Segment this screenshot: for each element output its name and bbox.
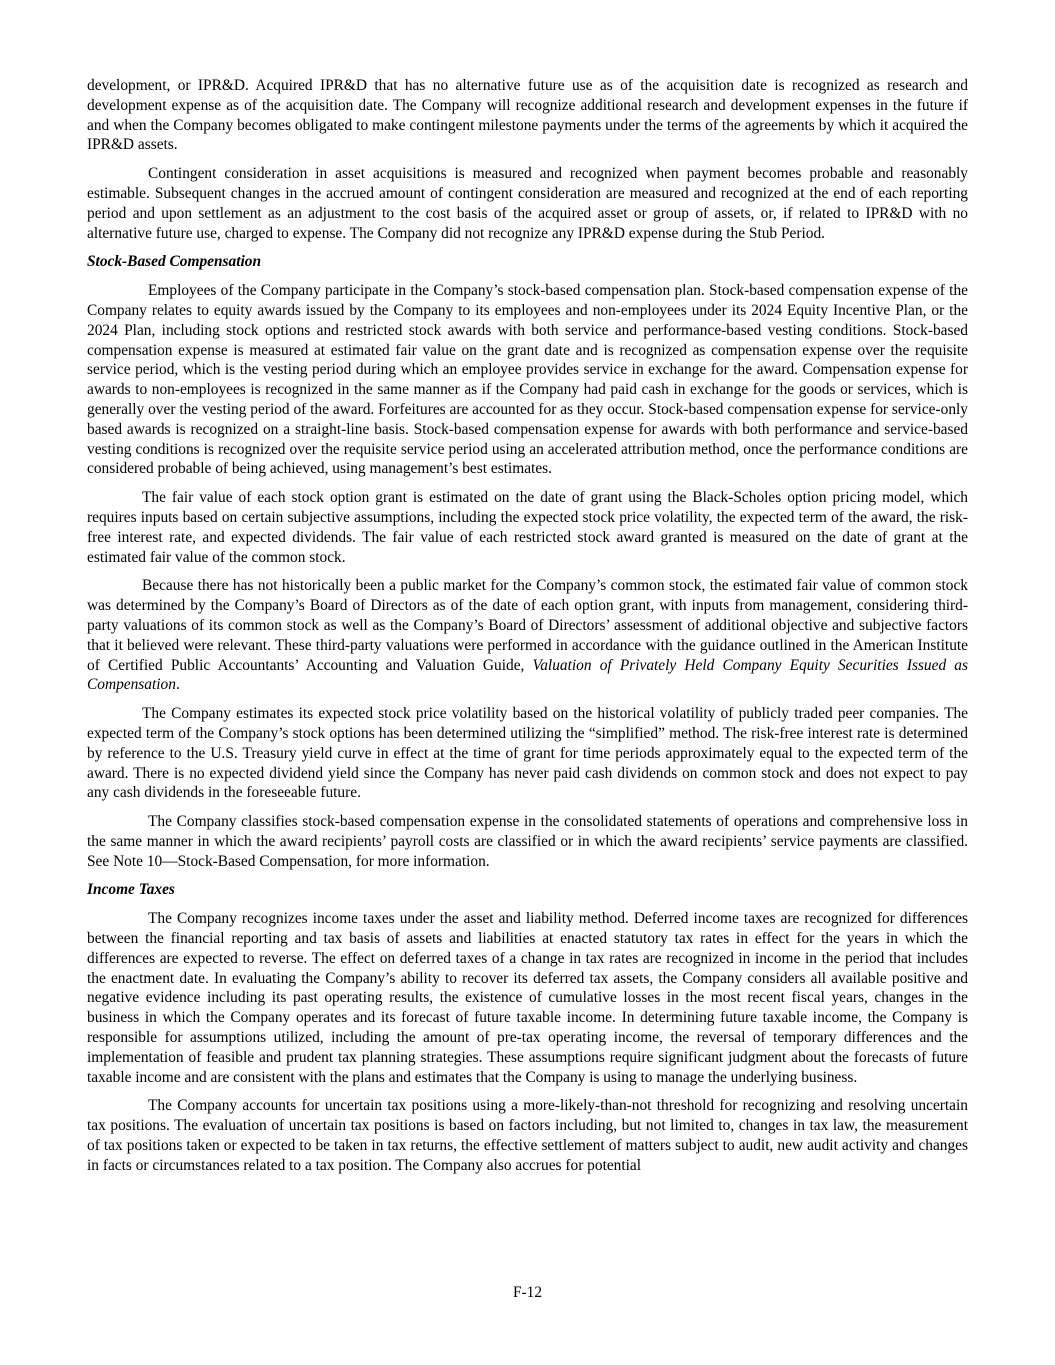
stock-based-compensation-heading: Stock-Based Compensation bbox=[87, 253, 262, 271]
stock-comp-paragraph-3 bbox=[87, 576, 968, 695]
stock-comp-paragraph-2: The fair value of each stock option grant is estimated on the date of grant using the Black-Scholes option pricing model, which requires inputs based on certain subjective assumptions, including the expected stock price volatility, the expected term of the award, the risk-free interest rate, and expected dividends. The fair value of each restricted stock award granted is measured on the date of grant at the estimated fair value of the common stock. bbox=[87, 489, 968, 566]
contingent-consideration-paragraph: Contingent consideration in asset acquisitions is measured and recognized when payment becomes probable and reasonably estimable. Subsequent changes in the accrued amount of contingent consideration are measured and recognized at the end of each reporting period and upon settlement as an adjustment to the cost basis of the acquired asset or group of assets, or, if related to IPR&D with no alternative future use, charged to expense. The Company did not recognize any IPR&D expense during the Stub Period. bbox=[87, 165, 968, 242]
stock-comp-paragraph-4: The Company estimates its expected stock price volatility based on the historical volatility of publicly traded peer companies. The expected term of the Company’s stock options has been determined utilizing the “simplified” method. The risk-free interest rate is determined by reference to the U.S. Treasury yield curve in effect at the time of grant for time periods approximately equal to the expected term of the award. There is no expected dividend yield since the Company has never paid cash dividends on common stock and does not expect to pay any cash dividends in the foreseeable future. bbox=[87, 705, 968, 802]
income-taxes-paragraph-2: The Company accounts for uncertain tax positions using a more-likely-than-not threshold for recognizing and resolving uncertain tax positions. The evaluation of uncertain tax positions is based on factors including, but not limited to, changes in tax law, the measurement of tax positions taken or expected to be taken in tax returns, the effective settlement of matters subject to audit, new audit activity and changes in facts or circumstances related to a tax position. The Company also accrues for potential bbox=[87, 1097, 968, 1174]
stock-comp-paragraph-3-end: . bbox=[175, 676, 180, 694]
stock-comp-paragraph-3-text: Because there has not historically been a public market for the Company’s common stock, the estimated fair value of common stock was determined by the Company’s Board of Directors as of the date of each option grant, with inputs from management, considering third-party valuations of its common stock as well as the Company’s Board of Directors’ assessment of additional objective and subjective factors that it believed were relevant. These third-party valuations were performed in accordance with the guidance outlined in the American Institute of Certified Public Accountants’ Accounting and Valuation Guide, bbox=[87, 577, 968, 674]
ipr-d-continuation-paragraph: development, or IPR&D. Acquired IPR&D that has no alternative future use as of the acquisition date is recognized as research and development expense as of the acquisition date. The Company will recognize additional research and development expenses in the future if and when the Company becomes obligated to make contingent milestone payments under the terms of the agreements by which it acquired the IPR&D assets. bbox=[87, 77, 968, 154]
stock-comp-paragraph-1: Employees of the Company participate in the Company’s stock-based compensation plan. Stock-based compensation expense of the Company relates to equity awards issued by the Company to its employees and non-employees under its 2024 Equity Incentive Plan, or the 2024 Plan, including stock options and restricted stock awards with both service and performance-based vesting conditions. Stock-based compensation expense is measured at estimated fair value on the grant date and is recognized as compensation expense over the requisite service period, which is the vesting period during which an employee provides service in exchange for the award. Compensation expense for awards to non-employees is recognized in the same manner as if the Company had paid cash in exchange for the goods or services, which is generally over the vesting period of the award. Forfeitures are accounted for as they occur. Stock-based compensation expense for service-only based awards is recognized on a straight-line basis. Stock-based compensation expense for awards with both performance and service-based vesting conditions is recognized over the requisite service period using an accelerated attribution method, once the performance conditions are considered probable of being achieved, using management’s best estimates. bbox=[87, 282, 968, 478]
income-taxes-paragraph-1: The Company recognizes income taxes under the asset and liability method. Deferred income taxes are recognized for differences between the financial reporting and tax basis of assets and liabilities at enacted statutory tax rates in effect for the years in which the differences are expected to reverse. The effect on deferred taxes of a change in tax rates are recognized in income in the period that includes the enactment date. In evaluating the Company’s ability to recover its deferred tax assets, the Company considers all available positive and negative evidence including its past operating results, the existence of cumulative losses in the most recent fiscal years, changes in the business in which the Company operates and its forecast of future taxable income. In determining future taxable income, the Company is responsible for assumptions utilized, including the amount of pre-tax operating income, the reversal of temporary differences and the implementation of feasible and prudent tax planning strategies. These assumptions require significant judgment about the forecasts of future taxable income and are consistent with the plans and estimates that the Company is using to manage the underlying business. bbox=[87, 910, 968, 1086]
stock-comp-paragraph-5: The Company classifies stock-based compensation expense in the consolidated statements of operations and comprehensive loss in the same manner in which the award recipients’ payroll costs are classified or in which the award recipients’ service payments are classified. See Note 10—Stock-Based Compensation, for more information. bbox=[87, 813, 968, 870]
income-taxes-heading: Income Taxes bbox=[87, 881, 175, 899]
valuation-guide-title: Valuation of Privately Held Company Equity Securities Issued as Compensation bbox=[87, 656, 968, 694]
document-body bbox=[87, 76, 968, 1185]
page-number: F-12 bbox=[512, 1284, 543, 1301]
